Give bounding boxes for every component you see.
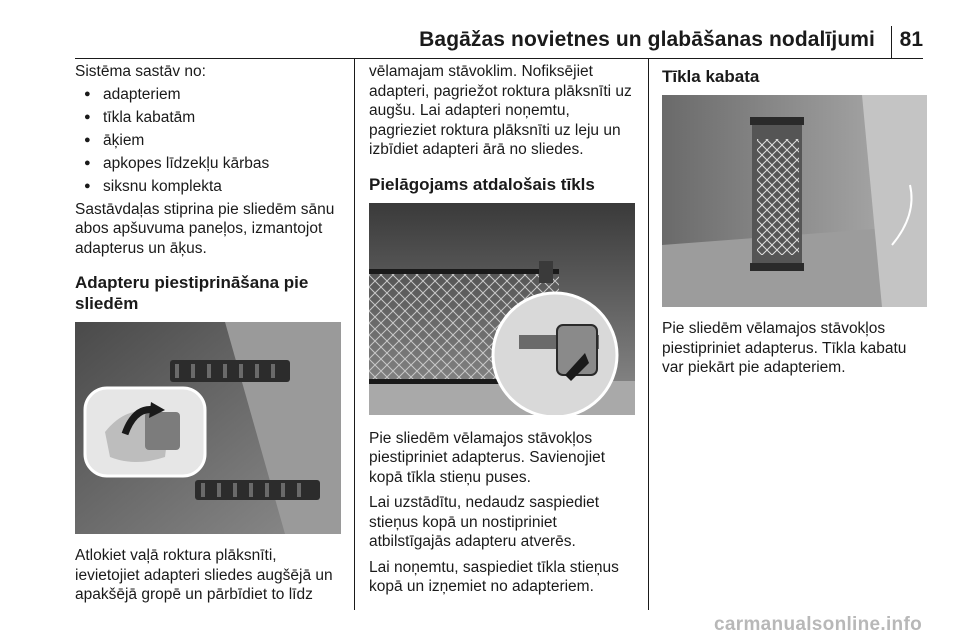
section-heading: Adapteru piestiprināšana pie sliedēm bbox=[75, 273, 309, 313]
figure-caption: Pie sliedēm vēlamajos stāvokļos piestipriniet adapterus. Savienojiet kopā tīkla stieņu puses. bbox=[369, 429, 606, 486]
page-header bbox=[0, 22, 960, 62]
page-number: 81 bbox=[899, 28, 923, 51]
list-item: ● āķiem bbox=[75, 131, 341, 151]
list-item: ● apkopes līdzekļu kārbas bbox=[75, 154, 341, 174]
adapter-rail-illustration bbox=[75, 322, 341, 534]
instruction-paragraph: Lai uzstādītu, nedaudz saspiediet stieņus kopā un nostipriniet atbilstīgajās adapteru atverēs. bbox=[369, 494, 600, 550]
list-item: ● siksnu komplekta bbox=[75, 177, 341, 197]
header-rule bbox=[75, 58, 923, 59]
intro-text: Sistēma sastāv no: bbox=[75, 63, 206, 80]
column-1 bbox=[75, 62, 341, 608]
watermark: carmanualsonline.info bbox=[714, 614, 922, 635]
net-pocket-illustration bbox=[662, 95, 927, 307]
section-heading: Pielāgojams atdalošais tīkls bbox=[369, 174, 595, 194]
body-paragraph: vēlamajam stāvoklim. Nofiksējiet adapteri, pagriežot roktura plāksnīti uz augšu. Lai adapteri noņemtu, pagrieziet roktura plāksnīti uz leju un izbīdiet adapteri ārā no sliedes. bbox=[369, 63, 632, 158]
instruction-paragraph: Lai noņemtu, saspiediet tīkla stieņus kopā un izņemiet no adapteriem. bbox=[369, 558, 619, 595]
column-3 bbox=[662, 62, 927, 381]
figure-caption: Pie sliedēm vēlamajos stāvokļos piestipriniet adapterus. Tīkla kabatu var piekārt pie adapteriem. bbox=[662, 320, 907, 376]
separation-net-illustration bbox=[369, 203, 635, 415]
component-list bbox=[75, 85, 341, 197]
section-heading: Tīkla kabata bbox=[662, 67, 760, 86]
column-divider-1 bbox=[354, 58, 355, 610]
column-2 bbox=[369, 62, 635, 600]
figure-caption: Atlokiet vaļā roktura plāksnīti, ievietojiet adapteri sliedes augšējā un apakšējā gropē un pārbīdiet to līdz bbox=[75, 547, 333, 603]
header-divider bbox=[891, 26, 892, 58]
list-item: ● adapteriem bbox=[75, 85, 341, 105]
body-paragraph: Sastāvdaļas stiprina pie sliedēm sānu abos apšuvuma paneļos, izmantojot adapterus un āķus. bbox=[75, 200, 335, 257]
column-divider-2 bbox=[648, 58, 649, 610]
page-title: Bagāžas novietnes un glabāšanas nodalījumi bbox=[419, 28, 875, 51]
list-item: ● tīkla kabatām bbox=[75, 108, 341, 128]
